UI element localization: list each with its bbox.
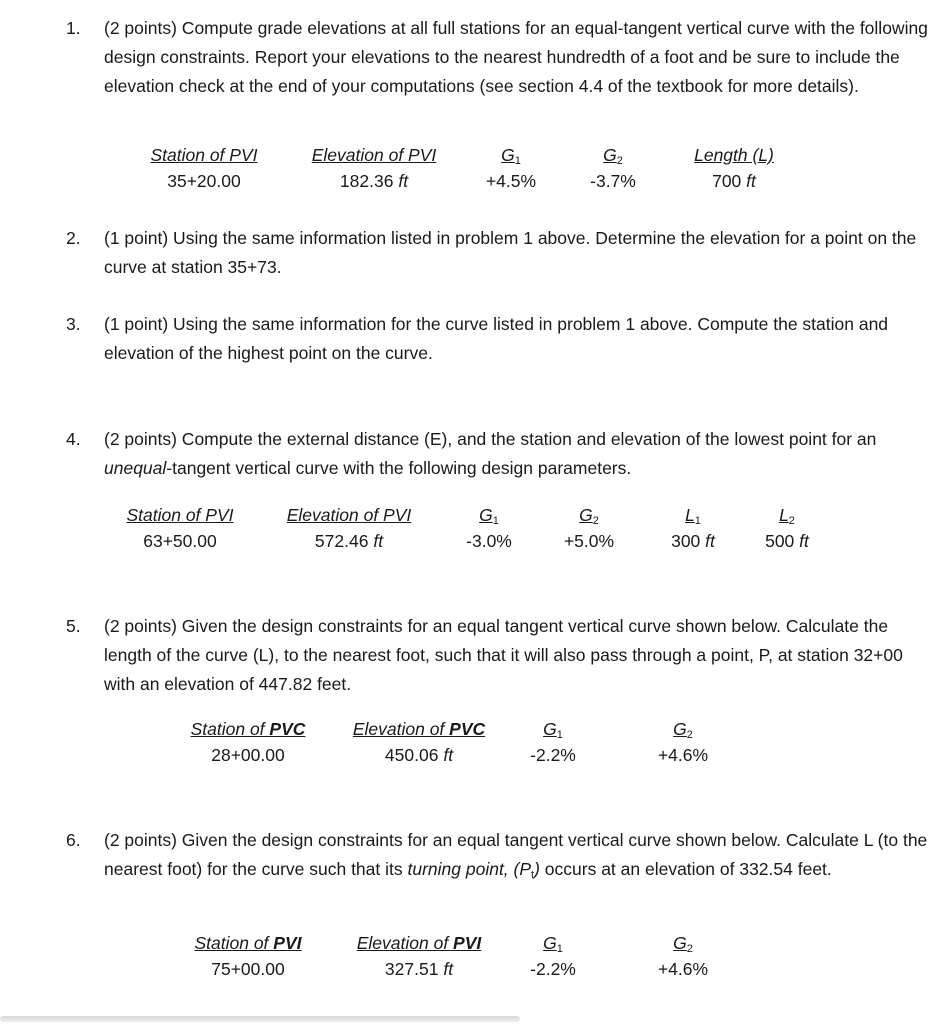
value-elevation: 327.51 ft <box>384 959 454 979</box>
header-g1: $G_1$ <box>543 933 563 955</box>
value-station: 63+50.00 <box>143 531 217 551</box>
col-elevation <box>275 502 423 554</box>
col-l1 <box>660 502 726 554</box>
value-elevation: 450.06 ft <box>384 745 454 765</box>
problem-number: 5. <box>66 616 81 636</box>
problem-5 <box>66 612 932 699</box>
col-g2 <box>578 142 648 194</box>
col-g2 <box>648 716 718 768</box>
value-g2: +4.6% <box>657 745 709 765</box>
col-g1 <box>454 502 524 554</box>
header-g1: $G_1$ <box>479 505 499 527</box>
col-g1 <box>476 142 546 194</box>
col-length <box>684 142 784 194</box>
value-elevation: 572.46 ft <box>314 531 384 551</box>
header-elevation-pvi: Elevation of PVI <box>311 145 437 165</box>
header-g2: $G_2$ <box>673 933 693 955</box>
problem-number: 6. <box>66 830 81 850</box>
value-g1: -2.2% <box>530 959 576 979</box>
emphasis-turning-point: turning point, $(P_t)$ <box>407 859 540 881</box>
header-g2: $G_2$ <box>673 719 693 741</box>
header-g1: $G_1$ <box>543 719 563 741</box>
col-elevation <box>300 142 448 194</box>
header-g2: $G_2$ <box>603 145 623 167</box>
value-g2: +4.6% <box>657 959 709 979</box>
col-g1 <box>518 716 588 768</box>
problem-6 <box>66 826 932 884</box>
problem-number: 4. <box>66 429 81 449</box>
value-elevation: 182.36 ft <box>339 171 409 191</box>
page-edge-shadow <box>0 1016 520 1022</box>
header-elevation-pvc: Elevation of PVC <box>352 719 486 739</box>
problem-1 <box>66 14 932 101</box>
problem-text: (2 points) Compute the external distance (E), and the station and elevation of the lowest point for an unequal-tangent vertical curve with the following design parameters. <box>104 429 877 478</box>
header-station-pvi: Station of PVI <box>126 505 234 525</box>
value-station: 35+20.00 <box>167 171 241 191</box>
value-length: 700 ft <box>712 171 756 191</box>
problem-number: 3. <box>66 314 81 334</box>
value-g1: -2.2% <box>530 745 576 765</box>
value-g2: +5.0% <box>563 531 615 551</box>
problem-text: (1 point) Using the same information for the curve listed in problem 1 above. Compute the station and elevation of the highest point on the curve. <box>104 314 889 363</box>
problem-text: (2 points) Given the design constraints for an equal tangent vertical curve shown below. Calculate L (to the nearest foot) for the curve such that its turning point, $(P_t)$ occurs at an elevation of 332.54 feet. <box>104 830 928 881</box>
col-g2 <box>648 930 718 982</box>
header-station-pvc: Station of PVC <box>190 719 306 739</box>
problem-2 <box>66 224 932 282</box>
header-g1: $G_1$ <box>501 145 521 167</box>
problem-number: 1. <box>66 18 81 38</box>
header-station-pvi: Station of PVI <box>194 933 302 953</box>
header-l2: $L_2$ <box>779 505 795 527</box>
header-station-pvi: Station of PVI <box>150 145 258 165</box>
value-g1: -3.0% <box>466 531 512 551</box>
col-station <box>118 502 242 554</box>
header-elevation-pvi: Elevation of PVI <box>286 505 412 525</box>
value-g1: +4.5% <box>485 171 537 191</box>
col-elevation <box>344 930 494 982</box>
col-station <box>182 716 314 768</box>
value-l2: 500 ft <box>765 531 809 551</box>
problem-number: 2. <box>66 228 81 248</box>
problem-4 <box>66 425 932 483</box>
problem-text: (2 points) Compute grade elevations at all full stations for an equal-tangent vertical curve with the following design constraints. Report your elevations to the nearest hundredth of a foot and be sure to include the elevation check at the end of your computations (see section 4.4 of the textbook for more details). <box>104 18 928 96</box>
emphasis-unequal: unequal <box>104 458 167 478</box>
problem-text: (2 points) Given the design constraints for an equal tangent vertical curve shown below. Calculate the length of the curve (L), to the nearest foot, such that it will also pass through a point, P, at station 32+00 with an elevation of 447.82 feet. <box>104 616 903 694</box>
col-g1 <box>518 930 588 982</box>
col-g2 <box>554 502 624 554</box>
header-elevation-pvi: Elevation of PVI <box>356 933 482 953</box>
col-station <box>184 930 312 982</box>
problem-text: (1 point) Using the same information listed in problem 1 above. Determine the elevation for a point on the curve at station 35+73. <box>104 228 917 277</box>
problem-3 <box>66 310 932 368</box>
value-l1: 300 ft <box>671 531 715 551</box>
value-station: 75+00.00 <box>211 959 285 979</box>
header-g2: $G_2$ <box>579 505 599 527</box>
col-station <box>142 142 266 194</box>
value-g2: -3.7% <box>590 171 636 191</box>
col-elevation <box>342 716 496 768</box>
header-l1: $L_1$ <box>685 505 701 527</box>
col-l2 <box>754 502 820 554</box>
value-station: 28+00.00 <box>211 745 285 765</box>
header-length: Length (L) <box>694 145 774 165</box>
